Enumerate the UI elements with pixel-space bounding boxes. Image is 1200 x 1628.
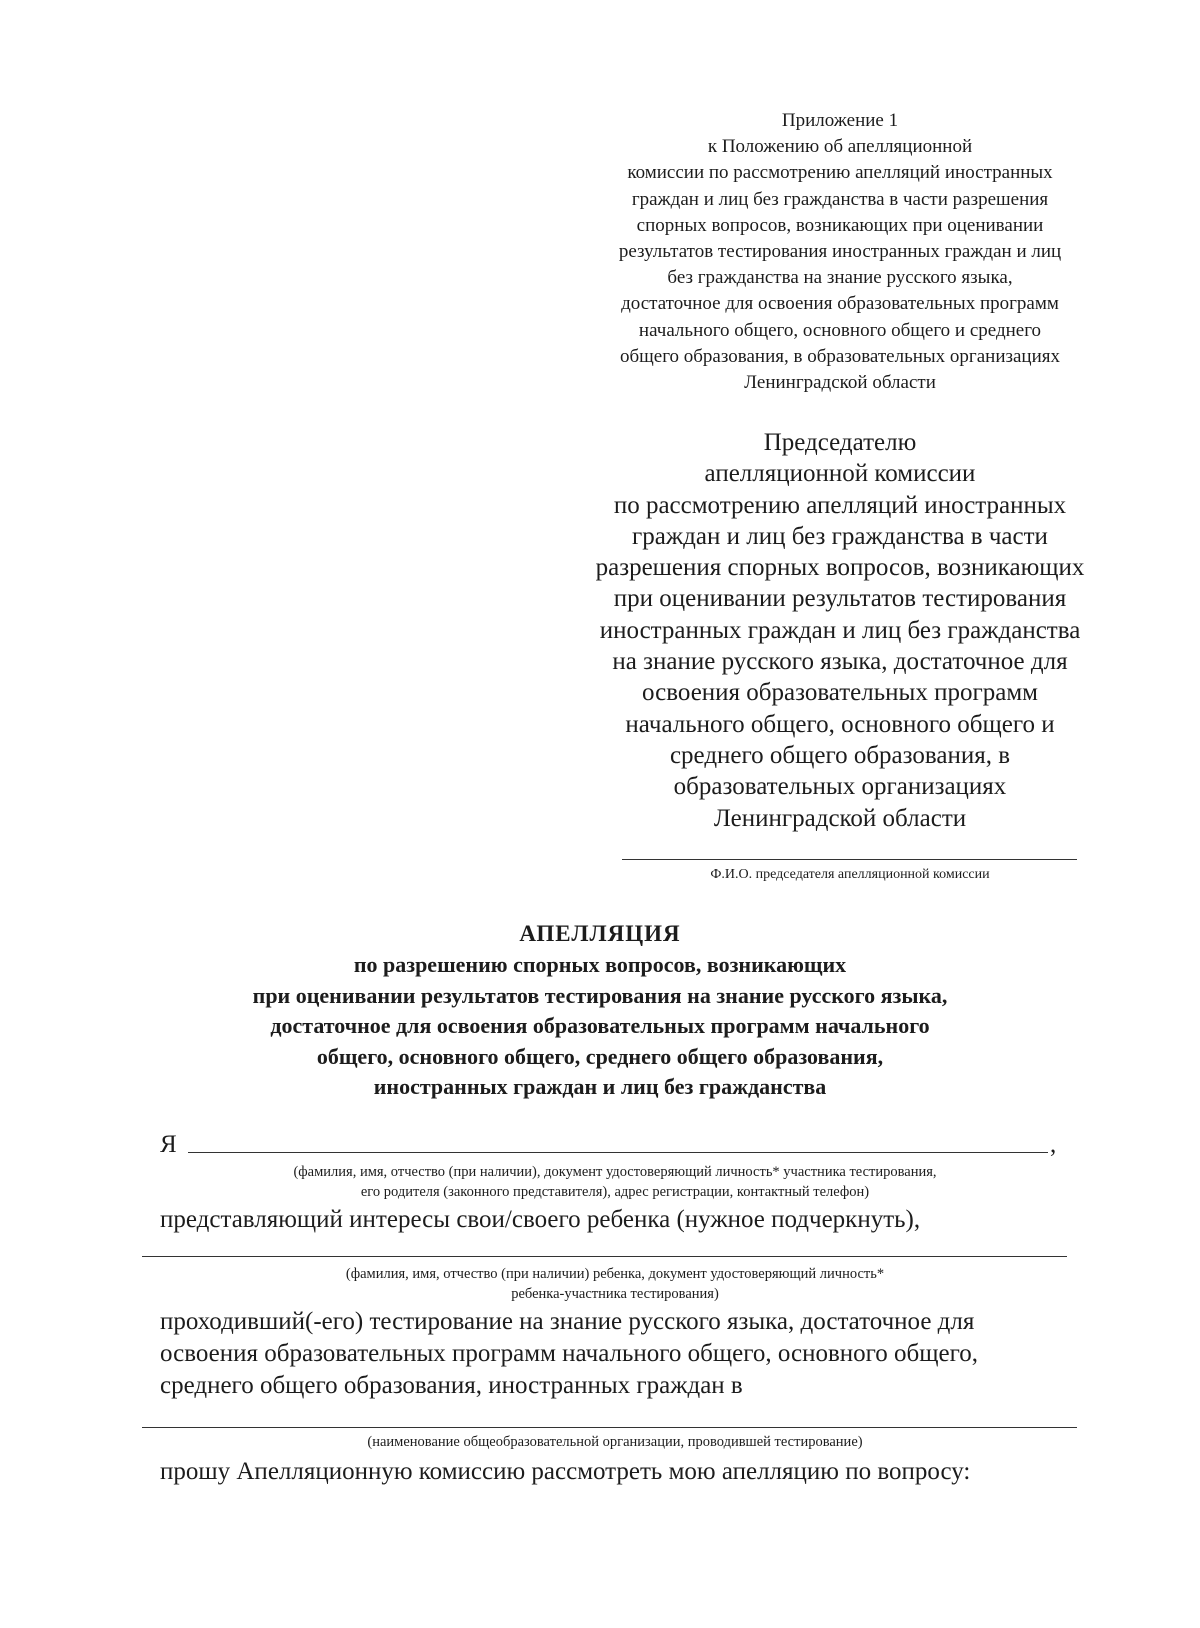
tested-text-line: освоения образовательных программ начального общего, основного общего,: [160, 1340, 978, 1367]
appendix-line: граждан и лиц без гражданства в части разрешения: [631, 188, 1049, 210]
addressee-line: на знание русского языка, достаточное для: [612, 648, 1068, 676]
applicant-info-field[interactable]: [188, 1152, 1048, 1153]
child-info-field[interactable]: [142, 1256, 1067, 1257]
addressee-line: Председателю: [763, 429, 917, 456]
title-line: по разрешению спорных вопросов, возникающих: [353, 952, 847, 977]
tested-text-line: среднего общего образования, иностранных граждан в: [160, 1372, 743, 1399]
appendix-line: Ленинградской области: [744, 372, 936, 394]
addressee-line: при оценивании результатов тестирования: [613, 585, 1067, 613]
caption-line: (наименование общеобразовательной организации, проводившей тестирование): [367, 1434, 863, 1450]
caption-line: (фамилия, имя, отчество (при наличии), документ удостоверяющий личность* участника тестирования,: [293, 1164, 937, 1180]
child-field-caption: [150, 1264, 1080, 1304]
appendix-line: без гражданства на знание русского языка,: [667, 267, 1013, 289]
tested-text-line: проходивший(-его) тестирование на знание русского языка, достаточное для: [160, 1308, 975, 1335]
document-title: [150, 918, 1050, 1103]
ya-comma: ,: [1050, 1131, 1057, 1158]
appendix-line: спорных вопросов, возникающих при оценивании: [636, 214, 1044, 236]
appendix-line: комиссии по рассмотрению апелляций иностранных: [627, 162, 1053, 184]
title-main: АПЕЛЛЯЦИЯ: [519, 921, 681, 946]
addressee-line: образовательных организациях: [673, 773, 1007, 801]
school-field-caption: [150, 1432, 1080, 1452]
chairman-name-caption: Ф.И.О. председателя апелляционной комиссии: [710, 867, 990, 882]
addressee-line: среднего общего образования, в: [669, 741, 1011, 769]
represent-text: представляющий интересы свои/своего ребенка (нужное подчеркнуть),: [160, 1206, 921, 1233]
addressee-line: по рассмотрению апелляций иностранных: [613, 491, 1067, 519]
request-text: прошу Апелляционную комиссию рассмотреть мою апелляцию по вопросу:: [160, 1458, 971, 1485]
chairman-name-line[interactable]: [622, 859, 1077, 860]
title-line: иностранных граждан и лиц без гражданства: [373, 1074, 827, 1099]
appendix-line: достаточное для освоения образовательных программ: [621, 293, 1059, 315]
addressee-line: иностранных граждан и лиц без гражданства: [599, 616, 1081, 644]
appendix-line: Приложение 1: [781, 110, 899, 131]
school-name-field[interactable]: [142, 1427, 1077, 1428]
addressee-line: освоения образовательных программ: [642, 679, 1038, 707]
addressee-block: [555, 427, 1125, 834]
title-line: достаточное для освоения образовательных программ начального: [270, 1013, 930, 1038]
addressee-line: начального общего, основного общего и: [625, 710, 1055, 738]
appendix-line: начального общего, основного общего и среднего: [638, 319, 1042, 341]
addressee-line: граждан и лиц без гражданства в части: [632, 522, 1048, 550]
ya-label: Я: [160, 1131, 177, 1158]
appendix-line: к Положению об апелляционной: [707, 136, 973, 158]
caption-line: его родителя (законного представителя), адрес регистрации, контактный телефон): [360, 1184, 870, 1200]
addressee-line: разрешения спорных вопросов, возникающих: [595, 554, 1085, 582]
caption-line: ребенка-участника тестирования): [511, 1286, 719, 1302]
appendix-line: результатов тестирования иностранных граждан и лиц: [618, 241, 1062, 263]
addressee-line: Ленинградской области: [713, 804, 967, 832]
appendix-header: [560, 108, 1120, 396]
appendix-line: общего образования, в образовательных организациях: [619, 345, 1061, 367]
caption-line: (фамилия, имя, отчество (при наличии) ребенка, документ удостоверяющий личность*: [345, 1266, 885, 1282]
addressee-line: апелляционной комиссии: [704, 460, 976, 488]
title-line: при оценивании результатов тестирования на знание русского языка,: [252, 982, 948, 1008]
applicant-field-caption: [150, 1162, 1080, 1202]
title-line: общего, основного общего, среднего общего образования,: [316, 1043, 884, 1069]
